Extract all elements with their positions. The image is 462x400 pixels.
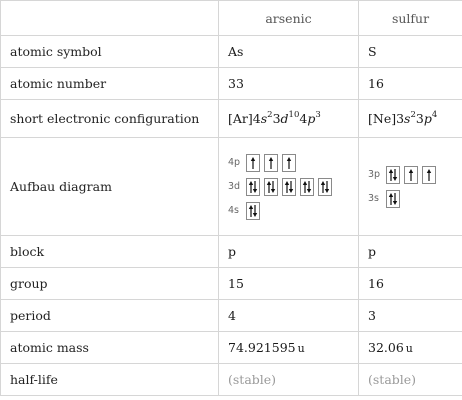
orbital-electrons-icon [387,192,399,206]
orbital-electrons-icon [247,156,259,170]
orbital-electrons-icon [405,168,417,182]
arsenic-halflife: (stable) [219,364,359,396]
arsenic-period: 4 [219,300,359,332]
row-label-aufbau: Aufbau diagram [1,138,219,236]
header-arsenic: arsenic [219,1,359,36]
spin-up-arrow-icon [389,169,393,181]
table-row [1,236,462,268]
orbital-electrons-icon [387,168,399,182]
table-row [1,300,462,332]
arsenic-number: 33 [219,68,359,100]
table-row [1,364,462,396]
orbital-electrons-icon [265,180,277,194]
subshell-letter: p [307,111,316,126]
orbital-box [264,178,278,196]
sulfur-aufbau-diagram [359,138,462,236]
orbital-box [264,154,278,172]
header-sulfur: sulfur [359,1,462,36]
arsenic-group: 15 [219,268,359,300]
subshell-n: 4 [252,111,261,126]
orbital-label: 4p [228,157,241,168]
row-label-mass: atomic mass [1,332,219,364]
spin-up-arrow-icon [409,169,413,181]
spin-down-arrow-icon [271,181,275,193]
config-subshells [253,111,321,126]
subshell-electrons: 2 [410,110,416,120]
sulfur-symbol: S [359,36,462,68]
mass-value: 32.06 [368,340,404,355]
orbital-box [282,178,296,196]
spin-down-arrow-icon [289,181,293,193]
orbital-label: 3s [368,193,379,204]
subshell-electrons: 4 [431,110,438,120]
orbital-box [246,154,260,172]
orbital-box [404,166,418,184]
sulfur-block: p [359,236,462,268]
subshell-letter: s [260,111,268,126]
spin-up-arrow-icon [267,181,271,193]
header-row [1,1,462,36]
orbital-row [368,163,453,187]
orbital-electrons-icon [283,156,295,170]
orbital-label: 3p [368,169,381,180]
arsenic-symbol: As [219,36,359,68]
row-label-block: block [1,236,219,268]
orbital-box [386,166,400,184]
orbital-box [282,154,296,172]
subshell-n: 3 [396,111,405,126]
orbital-electrons-icon [301,180,313,194]
mass-unit: u [405,342,413,355]
table-row [1,138,462,236]
spin-up-arrow-icon [321,181,325,193]
sulfur-config [359,100,462,138]
arsenic-config [219,100,359,138]
spin-down-arrow-icon [253,205,257,217]
subshell-electrons: 2 [267,110,273,120]
spin-up-arrow-icon [269,157,273,169]
table-row [1,268,462,300]
orbital-electrons-icon [423,168,435,182]
sulfur-group: 16 [359,268,462,300]
subshell-n: 3 [415,111,424,126]
orbital-box [422,166,436,184]
orbital-row [228,151,349,175]
orbital-box [300,178,314,196]
subshell-n: 4 [299,111,308,126]
spin-down-arrow-icon [325,181,329,193]
orbital-box [386,190,400,208]
row-label-halflife: half-life [1,364,219,396]
spin-up-arrow-icon [249,205,253,217]
mass-unit: u [297,342,305,355]
sulfur-mass [359,332,462,364]
orbital-row [228,175,349,199]
spin-up-arrow-icon [287,157,291,169]
subshell-letter: d [280,111,289,126]
spin-up-arrow-icon [285,181,289,193]
config-subshells [396,111,437,126]
subshell-electrons: 10 [288,110,300,120]
arsenic-block: p [219,236,359,268]
subshell-letter: p [423,111,432,126]
spin-down-arrow-icon [253,181,257,193]
table-row [1,68,462,100]
row-label-group: group [1,268,219,300]
orbital-electrons-icon [319,180,331,194]
row-label-number: atomic number [1,68,219,100]
orbital-label: 4s [228,205,239,216]
config-core: [Ar] [228,111,253,126]
spin-up-arrow-icon [389,193,393,205]
table-row [1,332,462,364]
spin-up-arrow-icon [251,157,255,169]
orbital-row [368,187,453,211]
orbital-box [246,178,260,196]
subshell-electrons: 3 [315,110,321,120]
sulfur-period: 3 [359,300,462,332]
spin-up-arrow-icon [427,169,431,181]
subshell-letter: s [404,111,411,126]
config-core: [Ne] [368,111,397,126]
orbital-electrons-icon [247,204,259,218]
spin-down-arrow-icon [393,193,397,205]
row-label-symbol: atomic symbol [1,36,219,68]
spin-up-arrow-icon [303,181,307,193]
mass-value: 74.921595 [228,340,296,355]
header-empty-cell [1,1,219,36]
orbital-electrons-icon [283,180,295,194]
arsenic-mass [219,332,359,364]
spin-down-arrow-icon [307,181,311,193]
orbital-electrons-icon [265,156,277,170]
orbital-row [228,199,349,223]
orbital-box [318,178,332,196]
row-label-config: short electronic configuration [1,100,219,138]
sulfur-number: 16 [359,68,462,100]
orbital-label: 3d [228,181,241,192]
table-row [1,100,462,138]
row-label-period: period [1,300,219,332]
spin-down-arrow-icon [393,169,397,181]
sulfur-halflife: (stable) [359,364,462,396]
arsenic-aufbau-diagram [219,138,359,236]
subshell-n: 3 [272,111,281,126]
orbital-electrons-icon [247,180,259,194]
table-row [1,36,462,68]
orbital-box [246,202,260,220]
spin-up-arrow-icon [249,181,253,193]
